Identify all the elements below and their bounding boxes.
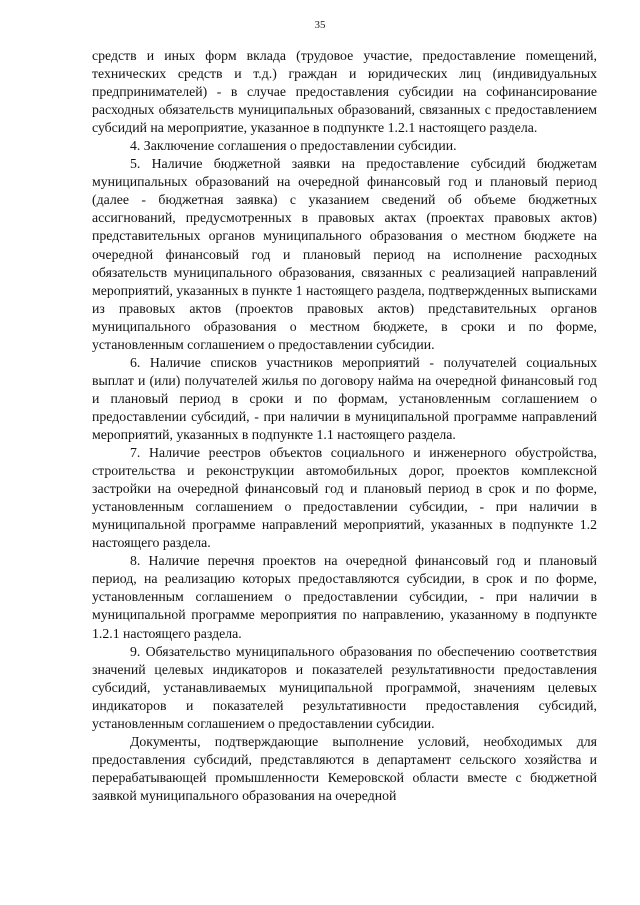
paragraph-item-9: 9. Обязательство муниципального образования по обеспечению соответствия значений целевых индикаторов и показателей результативности предоставления субсидий, устанавливаемых муниципальной программой, значениям целевых индикаторов и показателей результативности предоставления субсидий, установленным соглашением о предоставлении субсидии. — [92, 643, 597, 731]
page-number: 35 — [314, 19, 326, 31]
paragraph-item-8: 8. Наличие перечня проектов на очередной финансовый год и плановый период, на реализацию которых предоставляются субсидии, в срок и по форме, установленным соглашением о предоставлении субсидии, - при наличии в муниципальной программе мероприятия по направлению, указанному в подпункте 1.2.1 настоящего раздела. — [92, 553, 597, 641]
paragraph-item-4: 4. Заключение соглашения о предоставлении субсидии. — [130, 138, 457, 154]
document-body — [92, 47, 597, 805]
paragraph-continuation: средств и иных форм вклада (трудовое участие, предоставление помещений, технических средств и т.д.) граждан и юридических лиц (индивидуальных предпринимателей) - в случае предоставления субсидии на софинансирование расходных обязательств муниципальных образований, связанных с предоставлением субсидий на мероприятие, указанное в подпункте 1.2.1 настоящего раздела. — [92, 48, 597, 136]
paragraph-documents: Документы, подтверждающие выполнение условий, необходимых для предоставления субсидий, представляются в департамент сельского хозяйства и перерабатывающей промышленности Кемеровской области вместе с бюджетной заявкой муниципального образования на очередной — [92, 733, 597, 803]
paragraph-item-6: 6. Наличие списков участников мероприятий - получателей социальных выплат и (или) получателей жилья по договору найма на очередной финансовый год и плановый период в сроки и по формам, установленным соглашением о предоставлении субсидий, - при наличии в муниципальной программе направлений мероприятий, указанных в подпункте 1.1 настоящего раздела. — [92, 354, 597, 442]
paragraph-item-7: 7. Наличие реестров объектов социального и инженерного обустройства, строительства и реконструкции автомобильных дорог, проектов комплексной застройки на очередной финансовый год и плановый период в срок и по форме, установленным соглашением о предоставлении субсидии, - при наличии в муниципальной программе направлений мероприятий, указанных в подпункте 1.2 настоящего раздела. — [92, 445, 597, 551]
paragraph-item-5: 5. Наличие бюджетной заявки на предоставление субсидий бюджетам муниципальных образований на очередной финансовый год и плановый период (далее - бюджетная заявка) с указанием сведений об объеме бюджетных ассигнований, предусмотренных в правовых актах (проектах правовых актов) представительных органов муниципального образования о местном бюджете на очередной финансовый год и плановый период на исполнение расходных обязательств муниципального образования, связанных с реализацией направлений мероприятий, указанных в пункте 1 настоящего раздела, подтвержденных выписками из правовых актов (проектов правовых актов) представительных органов муниципального образования о местном бюджете, в сроки и по форме, установленным соглашением о предоставлении субсидии. — [92, 156, 597, 352]
